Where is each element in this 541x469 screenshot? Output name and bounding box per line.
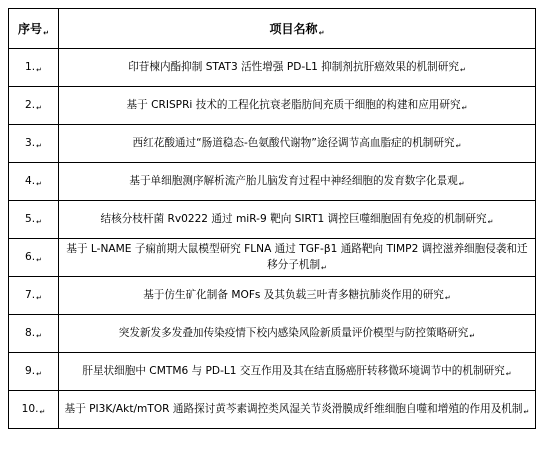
table-row [9, 315, 536, 353]
paragraph-mark-icon: ↵ [36, 66, 42, 74]
table-row [9, 239, 536, 277]
header-serial-number: 序号↵ [9, 9, 59, 49]
row-project-title: 基于 L-NAME 子痫前期大鼠模型研究 FLNA 通过 TGF-β1 通路靶向 TIMP2 调控滋养细胞侵袭和迁移分子机制↵ [59, 239, 536, 277]
paragraph-mark-icon: ↵ [36, 180, 42, 188]
row-project-title: 结核分枝杆菌 Rv0222 通过 miR-9 靶向 SIRT1 调控巨噬细胞固有免疫的机制研究↵ [59, 201, 536, 239]
project-table [8, 8, 536, 429]
paragraph-mark-icon: ↵ [459, 66, 466, 74]
row-project-title: 西红花酸通过“肠道稳态-色氨酸代谢物”途径调节高血脂症的机制研究↵ [59, 125, 536, 163]
table-header-row [9, 9, 536, 49]
paragraph-mark-icon: ↵ [461, 104, 468, 112]
paragraph-mark-icon: ↵ [36, 370, 42, 378]
table-row [9, 353, 536, 391]
paragraph-mark-icon: ↵ [469, 332, 476, 340]
project-table-container [8, 8, 535, 462]
row-number: 8.↵ [9, 315, 59, 353]
row-number: 10.↵ [9, 391, 59, 429]
row-project-title: 基于 CRISPRi 技术的工程化抗衰老脂肪间充质干细胞的构建和应用研究↵ [59, 87, 536, 125]
table-row [9, 125, 536, 163]
paragraph-mark-icon: ↵ [523, 408, 530, 416]
row-number: 7.↵ [9, 277, 59, 315]
paragraph-mark-icon: ↵ [36, 218, 42, 226]
table-row [9, 163, 536, 201]
table-row [9, 277, 536, 315]
paragraph-mark-icon: ↵ [444, 294, 451, 302]
paragraph-mark-icon: ↵ [43, 29, 49, 37]
row-project-title: 基于仿生矿化制备 MOFs 及其负载三叶青多糖抗肺炎作用的研究↵ [59, 277, 536, 315]
paragraph-mark-icon: ↵ [321, 264, 327, 272]
row-project-title: 肝星状细胞中 CMTM6 与 PD-L1 交互作用及其在结直肠癌肝转移微环境调节中的机制研究↵ [59, 353, 536, 391]
paragraph-mark-icon: ↵ [36, 256, 42, 264]
row-number: 1.↵ [9, 49, 59, 87]
paragraph-mark-icon: ↵ [455, 142, 462, 150]
row-number: 5.↵ [9, 201, 59, 239]
row-project-title: 突发新发多发叠加传染疫情下校内感染风险新质量评价模型与防控策略研究↵ [59, 315, 536, 353]
table-row [9, 49, 536, 87]
paragraph-mark-icon: ↵ [458, 180, 465, 188]
row-number: 6.↵ [9, 239, 59, 277]
row-number: 4.↵ [9, 163, 59, 201]
row-project-title: 基于单细胞测序解析流产胎儿脑发育过程中神经细胞的发育数字化景观↵ [59, 163, 536, 201]
header-project-name: 项目名称↵ [59, 9, 536, 49]
row-project-title: 基于 PI3K/Akt/mTOR 通路探讨黄芩素调控类风湿关节炎滑膜成纤维细胞自噬和增殖的作用及机制↵ [59, 391, 536, 429]
paragraph-mark-icon: ↵ [487, 218, 494, 226]
table-row [9, 87, 536, 125]
paragraph-mark-icon: ↵ [36, 332, 42, 340]
paragraph-mark-icon: ↵ [36, 104, 42, 112]
row-number: 9.↵ [9, 353, 59, 391]
row-number: 3.↵ [9, 125, 59, 163]
paragraph-mark-icon: ↵ [318, 29, 325, 37]
paragraph-mark-icon: ↵ [36, 142, 42, 150]
paragraph-mark-icon: ↵ [39, 408, 46, 416]
table-row [9, 391, 536, 429]
row-number: 2.↵ [9, 87, 59, 125]
row-project-title: 印苷楝内酯抑制 STAT3 活性增强 PD-L1 抑制剂抗肝癌效果的机制研究↵ [59, 49, 536, 87]
paragraph-mark-icon: ↵ [505, 370, 512, 378]
paragraph-mark-icon: ↵ [36, 294, 42, 302]
table-row [9, 201, 536, 239]
